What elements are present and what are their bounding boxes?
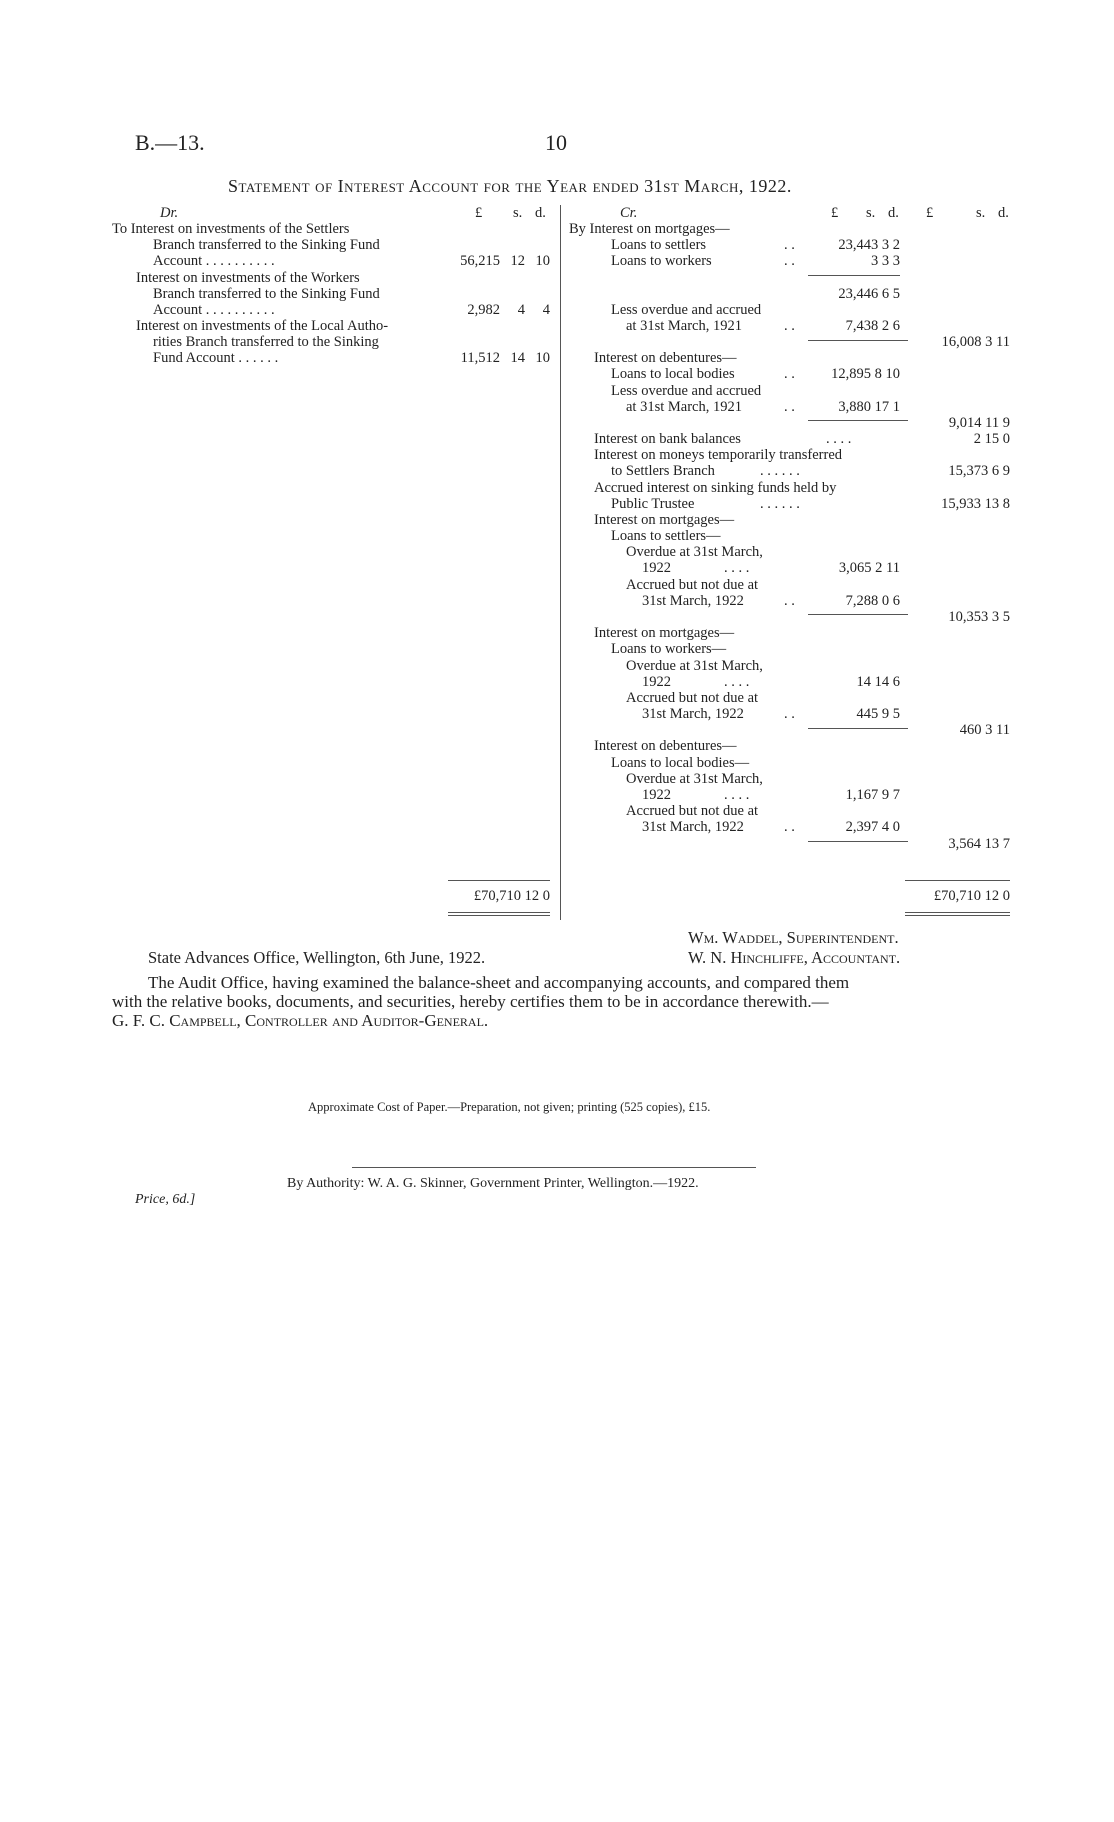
leader-dots: . . . .: [826, 431, 852, 447]
cr-line: at 31st March, 1921: [626, 318, 742, 334]
cr-line: Overdue at 31st March,: [626, 544, 763, 560]
cr-line: to Settlers Branch: [611, 463, 715, 479]
report-code: B.—13.: [135, 130, 205, 155]
cr-inner-amount: 14 14 6: [856, 674, 900, 690]
cr-inner-amount: 2,397 4 0: [845, 819, 900, 835]
cr-line: Accrued but not due at: [626, 577, 759, 593]
leader-dots: . .: [784, 819, 795, 835]
cr-head-pound: £: [831, 205, 839, 221]
cr-total-underline: [905, 915, 1010, 916]
dr-amount-shillings: 4: [517, 302, 525, 318]
authority-rule: [352, 1167, 756, 1168]
cr-line: Interest on mortgages—: [594, 625, 735, 641]
dr-head-pound: £: [475, 205, 483, 221]
dr-line: Interest on investments of the Workers: [136, 270, 360, 286]
signature-accountant: W. N. Hinchliffe, Accountant.: [688, 948, 901, 967]
cr-line: Interest on debentures—: [594, 738, 737, 754]
cr-line: Interest on mortgages—: [594, 512, 735, 528]
cr-inner-amount: 3,065 2 11: [838, 560, 900, 576]
cr-line: 31st March, 1922: [642, 819, 744, 835]
dr-amount-pounds: 2,982: [467, 302, 500, 318]
dr-label: Dr.: [160, 205, 179, 221]
cost-note: Approximate Cost of Paper.—Preparation, not given; printing (525 copies), £15.: [308, 1100, 711, 1114]
cr-line: 1922: [642, 674, 671, 690]
cr-outer-amount: 15,373 6 9: [948, 463, 1010, 479]
cr-line: Overdue at 31st March,: [626, 771, 763, 787]
dr-line: Branch transferred to the Sinking Fund: [153, 286, 380, 302]
office-place-date: State Advances Office, Wellington, 6th June, 1922.: [148, 948, 486, 967]
dr-amount-shillings: 12: [510, 253, 525, 269]
dr-total-rule: [448, 880, 550, 881]
dr-amount-pounds: 11,512: [460, 350, 500, 366]
cr-inner-amount: 7,288 0 6: [845, 593, 900, 609]
cr-line: Loans to workers: [611, 253, 712, 269]
cr-inner-amount: 23,443 3 2: [838, 237, 900, 253]
dr-total-underline: [448, 915, 550, 916]
cr-inner-amount: 3 3 3: [871, 253, 900, 269]
dr-amount-shillings: 14: [510, 350, 525, 366]
cr-line: Loans to local bodies: [611, 366, 735, 382]
page-number: 10: [545, 130, 567, 155]
cr-line: Public Trustee: [611, 496, 695, 512]
dr-total: £70,710 12 0: [473, 888, 550, 904]
dr-head-pence: d.: [535, 205, 546, 221]
leader-dots: . . . . . .: [760, 463, 800, 479]
cr-line: Loans to settlers—: [611, 528, 721, 544]
cr-head-pence: d.: [888, 205, 899, 221]
cr-inner-amount: 12,895 8 10: [831, 366, 900, 382]
leader-dots: . .: [784, 706, 795, 722]
cr-line: 1922: [642, 560, 671, 576]
cr-total: £70,710 12 0: [933, 888, 1010, 904]
cr-line: Accrued but not due at: [626, 803, 759, 819]
cr-outer-amount: 16,008 3 11: [941, 334, 1010, 350]
cr-line: Less overdue and accrued: [611, 383, 762, 399]
cr-head-pence-total: d.: [998, 205, 1009, 221]
leader-dots: . .: [784, 593, 795, 609]
cr-line: Loans to workers—: [611, 641, 727, 657]
cr-line: Overdue at 31st March,: [626, 658, 763, 674]
cr-line: By Interest on mortgages—: [569, 221, 730, 237]
cr-inner-amount: 445 9 5: [856, 706, 900, 722]
cr-outer-amount: 2 15 0: [973, 431, 1010, 447]
leader-dots: . .: [784, 253, 795, 269]
cr-outer-amount: 460 3 11: [959, 722, 1010, 738]
cr-inner-amount: 23,446 6 5: [838, 286, 900, 302]
cr-outer-amount: 15,933 13 8: [941, 496, 1010, 512]
dr-line: Branch transferred to the Sinking Fund: [153, 237, 380, 253]
cr-line: Interest on bank balances: [594, 431, 741, 447]
leader-dots: . . . .: [724, 560, 750, 576]
cr-subtotal-rule: [808, 275, 900, 276]
dr-amount-pence: 10: [535, 350, 550, 366]
leader-dots: . .: [784, 237, 795, 253]
dr-line: Interest on investments of the Local Autho-: [136, 318, 389, 334]
dr-total-underline: [448, 912, 550, 913]
signature-superintendent: Wm. Waddel, Superintendent.: [688, 928, 899, 947]
cr-total-underline: [905, 912, 1010, 913]
audit-line: with the relative books, documents, and securities, hereby certifies them to be in accordance therewith.—: [112, 992, 829, 1011]
cr-outer-amount: 9,014 11 9: [948, 415, 1010, 431]
cr-inner-amount: 1,167 9 7: [845, 787, 900, 803]
dr-line: To Interest on investments of the Settlers: [112, 221, 350, 237]
dr-head-shilling: s.: [513, 205, 523, 221]
cr-inner-amount: 7,438 2 6: [845, 318, 900, 334]
price: Price, 6d.]: [135, 1192, 196, 1207]
statement-title: Statement of Interest Account for the Year ended 31st March, 1922.: [228, 176, 792, 196]
cr-line: Loans to settlers: [611, 237, 707, 253]
leader-dots: . . . .: [724, 674, 750, 690]
cr-line: Less overdue and accrued: [611, 302, 762, 318]
cr-line: Interest on moneys temporarily transferred: [594, 447, 843, 463]
cr-line: Accrued but not due at: [626, 690, 759, 706]
dr-amount-pence: 10: [535, 253, 550, 269]
cr-head-shilling: s.: [866, 205, 876, 221]
printer-authority: By Authority: W. A. G. Skinner, Government Printer, Wellington.—1922.: [287, 1176, 699, 1191]
cr-outer-amount: 10,353 3 5: [948, 609, 1010, 625]
cr-outer-amount: 3,564 13 7: [948, 836, 1010, 852]
cr-total-rule: [905, 880, 1010, 881]
leader-dots: . .: [784, 399, 795, 415]
cr-inner-amount: 3,880 17 1: [838, 399, 900, 415]
dr-line: Account . . . . . . . . . .: [153, 302, 275, 318]
audit-line: The Audit Office, having examined the balance-sheet and accompanying accounts, and compared them: [148, 973, 850, 992]
cr-line: 1922: [642, 787, 671, 803]
cr-line: at 31st March, 1921: [626, 399, 742, 415]
dr-amount-pounds: 56,215: [460, 253, 500, 269]
leader-dots: . . . . . .: [760, 496, 800, 512]
cr-line: 31st March, 1922: [642, 706, 744, 722]
leader-dots: . . . .: [724, 787, 750, 803]
cr-line: Interest on debentures—: [594, 350, 737, 366]
column-divider: [560, 205, 561, 920]
leader-dots: . .: [784, 318, 795, 334]
audit-line: G. F. C. Campbell, Controller and Auditor-General.: [112, 1011, 489, 1030]
cr-line: Accrued interest on sinking funds held by: [594, 480, 837, 496]
dr-line: Account . . . . . . . . . .: [153, 253, 275, 269]
cr-head-shilling-total: s.: [976, 205, 986, 221]
dr-line: rities Branch transferred to the Sinking: [153, 334, 379, 350]
dr-line: Fund Account . . . . . .: [153, 350, 279, 366]
cr-label: Cr.: [620, 205, 638, 221]
cr-line: Loans to local bodies—: [611, 755, 750, 771]
leader-dots: . .: [784, 366, 795, 382]
cr-line: 31st March, 1922: [642, 593, 744, 609]
dr-amount-pence: 4: [542, 302, 550, 318]
cr-head-pound-total: £: [926, 205, 934, 221]
